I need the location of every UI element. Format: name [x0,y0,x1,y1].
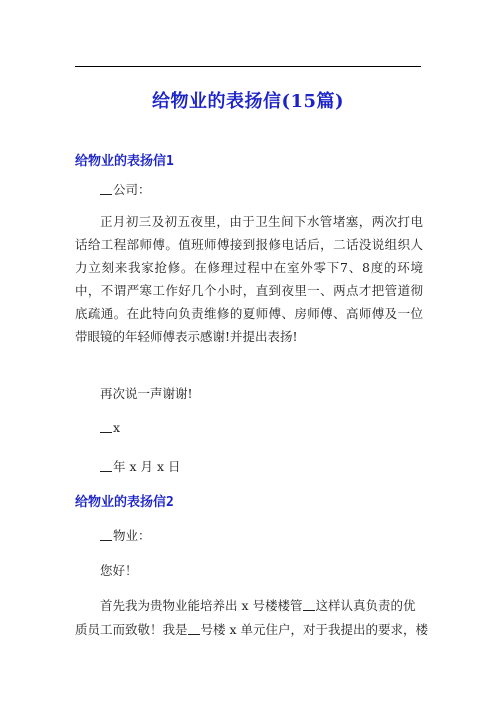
letter-2-salutation [100,526,151,544]
letter-1-signature [100,420,120,435]
blank-underline [100,460,112,472]
body-text: 这样认真负责的优 [315,598,416,613]
blank-underline [188,623,200,635]
salutation-text: 物业： [113,528,151,543]
letter-1-body: 正月初三及初五夜里，由于卫生间下水管堵塞，两次打电话给工程部师傅。值班师傅接到报修电话后，二话没说组织人力立刻来我家抢修。在修理过程中在室外零下7、8度的环境中，不谓严寒工作好几个小时，直到夜里一、两点才把管道彻底疏通。在此特向负责维修的夏师傅、房师傅、高师傅及一位带眼镜的年轻师傅表示感谢!并提出表扬! [75,214,423,344]
letter-1-date [100,457,181,475]
body-text: 首先我为贵物业能培养出 x 号楼楼管 [100,598,303,613]
header-rule [75,66,421,67]
body-text: 质员工而致敬！我是 [75,622,188,637]
blank-underline [100,529,112,541]
salutation-text: 公司： [113,182,151,197]
signature-text: x [113,420,121,435]
blank-underline [100,183,112,195]
letter-2-heading: 给物业的表扬信2 [75,495,174,510]
letter-2-greeting: 您好！ [100,563,138,578]
blank-underline [303,599,315,611]
letter-1-thanks: 再次说一声谢谢! [100,386,193,401]
letter-2-body-line-2 [75,620,428,638]
document-title: 给物业的表扬信(15篇) [151,91,345,112]
blank-underline [100,421,112,433]
body-text: 号楼 x 单元住户，对于我提出的要求，楼 [200,622,429,637]
letter-1-salutation [100,180,151,198]
letter-2-body-line-1 [100,596,416,614]
date-text: 年 x 月 x 日 [113,459,181,474]
letter-1-heading: 给物业的表扬信1 [75,154,174,169]
